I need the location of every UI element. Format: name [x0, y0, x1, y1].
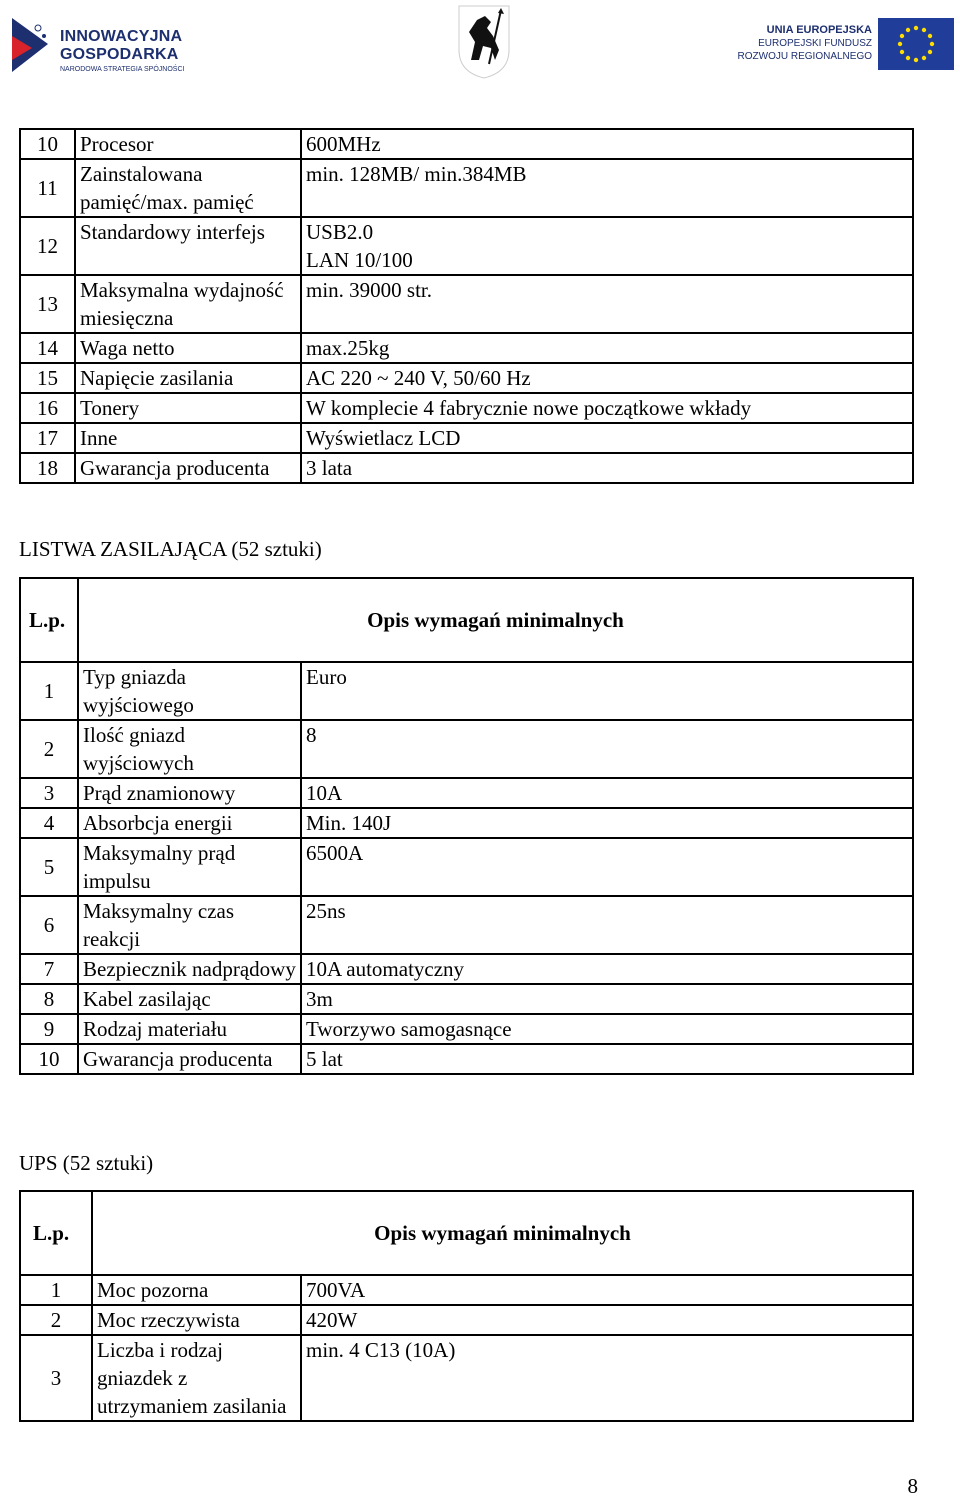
row-number: 2 [20, 1305, 92, 1335]
param-cell: Ilość gniazd wyjściowych [78, 720, 301, 778]
param-cell: Moc pozorna [92, 1275, 301, 1305]
value-cell: Tworzywo samogasnące [301, 1014, 913, 1044]
value-cell: min. 128MB/ min.384MB [301, 159, 913, 217]
param-cell: Gwarancja producenta [78, 1044, 301, 1074]
value-cell: 600MHz [301, 129, 913, 159]
eu-erdf-logo [737, 18, 958, 70]
table-row [20, 954, 913, 984]
param-cell: Inne [75, 423, 301, 453]
row-number: 4 [20, 808, 78, 838]
row-number: 1 [20, 662, 78, 720]
row-number: 17 [20, 423, 75, 453]
param-cell: Tonery [75, 393, 301, 423]
table-header-row [20, 1191, 913, 1275]
header-lp: L.p. [20, 578, 78, 662]
table-row [20, 363, 913, 393]
value-cell: Min. 140J [301, 808, 913, 838]
table-row [20, 808, 913, 838]
value-cell: 3 lata [301, 453, 913, 483]
value-cell: 420W [301, 1305, 913, 1335]
table-row [20, 662, 913, 720]
table-row [20, 720, 913, 778]
param-cell: Waga netto [75, 333, 301, 363]
ig-logo-line1: INNOWACYJNA [60, 28, 183, 45]
table-row [20, 778, 913, 808]
param-cell: Liczba i rodzaj gniazdek z utrzymaniem zasilania [92, 1335, 301, 1421]
param-cell: Napięcie zasilania [75, 363, 301, 393]
row-number: 18 [20, 453, 75, 483]
row-number: 7 [20, 954, 78, 984]
value-cell: 8 [301, 720, 913, 778]
horse-coat-of-arms-icon [449, 2, 519, 80]
row-number: 8 [20, 984, 78, 1014]
table-row [20, 1305, 913, 1335]
header-lp: L.p. [20, 1191, 92, 1275]
row-number: 13 [20, 275, 75, 333]
table-row [20, 896, 913, 954]
param-cell: Maksymalny prąd impulsu [78, 838, 301, 896]
table-row [20, 1275, 913, 1305]
table-row [20, 984, 913, 1014]
table-row [20, 1335, 913, 1421]
row-number: 1 [20, 1275, 92, 1305]
table-row [20, 275, 913, 333]
param-cell: Procesor [75, 129, 301, 159]
value-cell: min. 4 C13 (10A) [301, 1335, 913, 1421]
param-cell: Standardowy interfejs [75, 217, 301, 275]
param-cell: Kabel zasilając [78, 984, 301, 1014]
value-cell: 25ns [301, 896, 913, 954]
param-cell: Typ gniazda wyjściowego [78, 662, 301, 720]
param-cell: Maksymalny czas reakcji [78, 896, 301, 954]
value-cell: max.25kg [301, 333, 913, 363]
power-strip-spec-table [19, 577, 914, 1075]
row-number: 6 [20, 896, 78, 954]
ig-logo-line3: NARODOWA STRATEGIA SPÓJNOŚCI [60, 66, 185, 73]
param-cell: Maksymalna wydajność miesięczna [75, 275, 301, 333]
page-number: 8 [907, 1474, 918, 1498]
table-row [20, 1044, 913, 1074]
table-row [20, 453, 913, 483]
innowacyjna-gospodarka-mark-icon [8, 14, 54, 76]
row-number: 11 [20, 159, 75, 217]
value-cell: Wyświetlacz LCD [301, 423, 913, 453]
innowacyjna-gospodarka-logo [8, 14, 208, 78]
value-cell: 10A automatyczny [301, 954, 913, 984]
row-number: 3 [20, 778, 78, 808]
row-number: 9 [20, 1014, 78, 1044]
row-number: 14 [20, 333, 75, 363]
value-cell: 3m [301, 984, 913, 1014]
value-cell: min. 39000 str. [301, 275, 913, 333]
value-line: LAN 10/100 [306, 248, 413, 272]
value-cell: 5 lat [301, 1044, 913, 1074]
param-cell: Rodzaj materiału [78, 1014, 301, 1044]
eu-logo-line3: ROZWOJU REGIONALNEGO [737, 51, 872, 62]
table-row [20, 333, 913, 363]
section-caption-ups: UPS (52 sztuki) [19, 1151, 154, 1175]
table-header-row [20, 578, 913, 662]
param-cell: Prąd znamionowy [78, 778, 301, 808]
row-number: 12 [20, 217, 75, 275]
row-number: 16 [20, 393, 75, 423]
value-cell [301, 217, 913, 275]
row-number: 2 [20, 720, 78, 778]
table-row [20, 393, 913, 423]
table-row [20, 1014, 913, 1044]
row-number: 15 [20, 363, 75, 393]
value-cell: 6500A [301, 838, 913, 896]
table-row [20, 159, 913, 217]
section-caption-power-strip: LISTWA ZASILAJĄCA (52 sztuki) [19, 537, 322, 561]
value-cell: 10A [301, 778, 913, 808]
row-number: 5 [20, 838, 78, 896]
eu-flag-icon [878, 18, 954, 70]
value-cell: AC 220 ~ 240 V, 50/60 Hz [301, 363, 913, 393]
ups-spec-table [19, 1190, 914, 1422]
param-cell: Zainstalowana pamięć/max. pamięć [75, 159, 301, 217]
header-title: Opis wymagań minimalnych [78, 578, 913, 662]
value-cell: Euro [301, 662, 913, 720]
param-cell: Moc rzeczywista [92, 1305, 301, 1335]
param-cell: Gwarancja producenta [75, 453, 301, 483]
eu-logo-line1: UNIA EUROPEJSKA [766, 24, 872, 36]
row-number: 10 [20, 1044, 78, 1074]
param-cell: Bezpiecznik nadprądowy [78, 954, 301, 984]
table-row [20, 423, 913, 453]
param-cell: Absorbcja energii [78, 808, 301, 838]
table-row [20, 217, 913, 275]
row-number: 10 [20, 129, 75, 159]
row-number: 3 [20, 1335, 92, 1421]
value-cell: W komplecie 4 fabrycznie nowe początkowe wkłady [301, 393, 913, 423]
ig-logo-line2: GOSPODARKA [60, 46, 179, 63]
printer-spec-table [19, 128, 914, 484]
eu-logo-line2: EUROPEJSKI FUNDUSZ [758, 38, 872, 49]
value-line: USB2.0 [306, 220, 374, 244]
header-title: Opis wymagań minimalnych [92, 1191, 913, 1275]
table-row [20, 838, 913, 896]
table-row [20, 129, 913, 159]
value-cell: 700VA [301, 1275, 913, 1305]
